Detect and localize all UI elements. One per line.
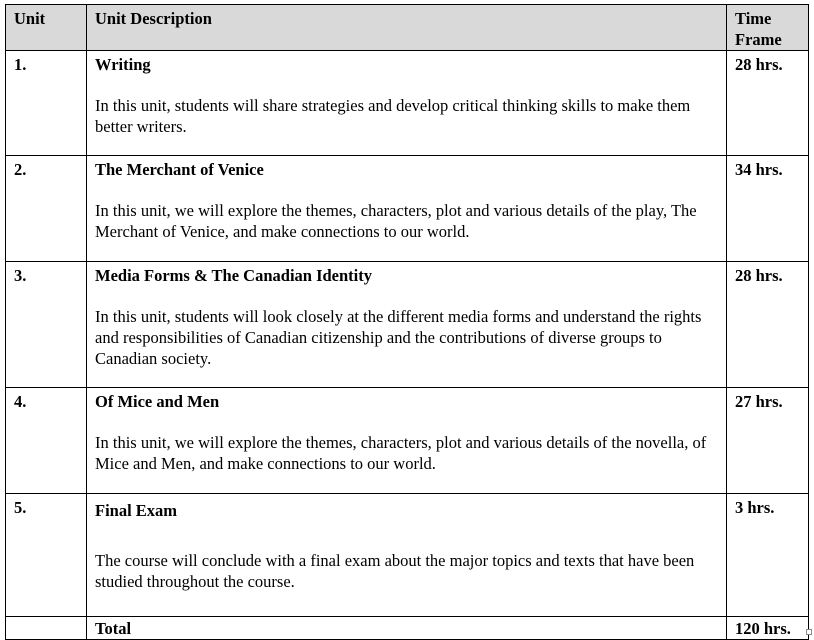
table-row (6, 388, 809, 494)
table-row (6, 262, 809, 388)
unit-title: Writing (95, 55, 151, 74)
unit-title: Final Exam (95, 501, 178, 520)
unit-number: 3. (6, 262, 87, 388)
unit-description: In this unit, we will explore the themes, characters, plot and various details of the play, The Merchant of Venice, and make connections to our world. (95, 201, 697, 241)
unit-description: In this unit, we will explore the themes, characters, plot and various details of the novella, of Mice and Men, and make connections to our world. (95, 433, 707, 473)
unit-number: 2. (6, 156, 87, 262)
unit-time: 34 hrs. (727, 156, 809, 262)
unit-number: 1. (6, 51, 87, 156)
unit-description-cell (87, 494, 727, 617)
header-time-frame-line1: Time (735, 9, 772, 28)
unit-description-cell (87, 388, 727, 494)
header-time-frame-line2: Frame (735, 30, 782, 49)
unit-description-cell (87, 51, 727, 156)
unit-description-cell (87, 156, 727, 262)
total-empty-cell (6, 617, 87, 640)
table-row (6, 156, 809, 262)
units-table (5, 4, 809, 640)
header-row (6, 5, 809, 51)
header-unit: Unit (6, 5, 87, 51)
unit-title: Of Mice and Men (95, 392, 220, 411)
unit-description: In this unit, students will look closely at the different media forms and understand the rights and responsibilities of Canadian citizenship and the contributions of diverse groups to Canadian society. (95, 307, 702, 368)
unit-description: In this unit, students will share strategies and develop critical thinking skills to make them better writers. (95, 96, 691, 136)
unit-number: 4. (6, 388, 87, 494)
unit-time: 3 hrs. (727, 494, 809, 617)
table-row (6, 51, 809, 156)
unit-time: 27 hrs. (727, 388, 809, 494)
unit-time: 28 hrs. (727, 51, 809, 156)
unit-time: 28 hrs. (727, 262, 809, 388)
table-resize-handle[interactable] (806, 629, 812, 635)
unit-description-cell (87, 262, 727, 388)
unit-description: The course will conclude with a final exam about the major topics and texts that have been studied throughout the course. (95, 551, 695, 591)
unit-title: The Merchant of Venice (95, 160, 264, 179)
header-time-frame (727, 5, 809, 51)
header-description: Unit Description (87, 5, 727, 51)
table-row (6, 494, 809, 617)
total-row (6, 617, 809, 640)
total-time: 120 hrs. (727, 617, 809, 640)
unit-title: Media Forms & The Canadian Identity (95, 266, 373, 285)
unit-number: 5. (6, 494, 87, 617)
total-label: Total (87, 617, 727, 640)
